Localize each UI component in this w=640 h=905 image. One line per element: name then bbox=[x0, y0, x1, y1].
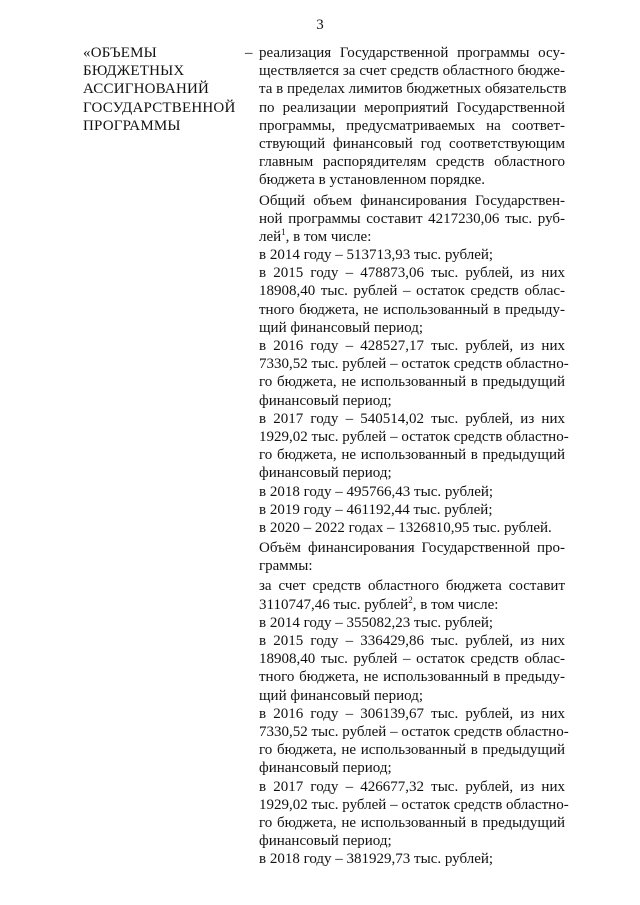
section-heading bbox=[83, 44, 248, 135]
budget-2014 bbox=[259, 614, 565, 632]
text-line: Общий объем финансирования Государствен- bbox=[259, 192, 565, 209]
text-line: 1929,02 тыс. рублей – остаток средств областно- bbox=[259, 428, 569, 445]
text-line bbox=[259, 228, 565, 246]
year-2020-2022-total bbox=[259, 519, 565, 537]
text-line: та в пределах лимитов бюджетных обязательств bbox=[259, 81, 567, 98]
text-line: Объём финансирования Государственной про- bbox=[259, 540, 565, 557]
heading-line: «ОБЪЕМЫ bbox=[83, 45, 157, 61]
text-line: го бюджета, не использованный в предыдущий bbox=[259, 374, 565, 391]
text-line: 7330,52 тыс. рублей – остаток средств областно- bbox=[259, 356, 569, 373]
footnote-marker: 2 bbox=[408, 594, 413, 605]
text-fragment: , в том числе: bbox=[412, 596, 499, 613]
text-line: граммы: bbox=[259, 558, 313, 575]
text-line: 1929,02 тыс. рублей – остаток средств областно- bbox=[259, 796, 569, 813]
text-line: 18908,40 тыс. рублей – остаток средств облас- bbox=[259, 283, 565, 300]
text-line: финансовый период; bbox=[259, 465, 392, 482]
section-body bbox=[259, 44, 569, 868]
text-line: в 2017 году – 426677,32 тыс. рублей, из них bbox=[259, 778, 565, 795]
dash-separator: – bbox=[245, 45, 253, 61]
paragraph-regional-budget bbox=[259, 577, 565, 613]
text-line: в 2016 году – 428527,17 тыс. рублей, из них bbox=[259, 338, 565, 354]
text-line: в 2016 году – 306139,67 тыс. рублей, из них bbox=[259, 705, 565, 722]
year-2019-total bbox=[259, 501, 565, 519]
text-line: в 2017 году – 540514,02 тыс. рублей, из них bbox=[259, 410, 565, 427]
year-2017-total bbox=[259, 410, 569, 483]
text-line: ствующий финансовый год соответствующим bbox=[259, 135, 565, 152]
text-line: ществляется за счет средств областного бюдже- bbox=[259, 63, 565, 80]
text-line: го бюджета, не использованный в предыдущий bbox=[259, 447, 565, 464]
text-line: финансовый период; bbox=[259, 392, 392, 409]
heading-line: ГОСУДАРСТВЕННОЙ bbox=[83, 99, 236, 116]
budget-2016 bbox=[259, 705, 569, 778]
paragraph-implementation bbox=[259, 44, 565, 190]
text-line: го бюджета, не использованный в предыдущий bbox=[259, 814, 565, 831]
text-line: бюджета в установленном порядке. bbox=[259, 172, 486, 189]
text-line: в 2014 году – 355082,23 тыс. рублей; bbox=[259, 614, 494, 631]
page-number: 3 bbox=[316, 17, 324, 33]
heading-line: АССИГНОВАНИЙ bbox=[83, 81, 210, 98]
text-line: 7330,52 тыс. рублей – остаток средств областно- bbox=[259, 723, 569, 740]
text-line: тного бюджета, не использованный в предыду- bbox=[259, 669, 565, 686]
year-2015-total bbox=[259, 264, 565, 337]
budget-2015 bbox=[259, 632, 565, 705]
text-line bbox=[259, 596, 565, 614]
text-line: тного бюджета, не использованный в предыду- bbox=[259, 301, 565, 318]
text-line: в 2018 году – 495766,43 тыс. рублей; bbox=[259, 483, 494, 500]
text-line: в 2015 году – 336429,86 тыс. рублей, из них bbox=[259, 633, 565, 649]
text-line: по реализации мероприятий Государственной bbox=[259, 99, 565, 116]
text-fragment: лей bbox=[259, 228, 282, 245]
text-fragment: , в том числе: bbox=[285, 228, 372, 245]
paragraph-total-funding bbox=[259, 192, 565, 247]
text-line: главным распорядителям средств областного bbox=[259, 154, 565, 171]
text-line: щий финансовый период; bbox=[259, 319, 423, 336]
heading-line: БЮДЖЕТНЫХ bbox=[83, 63, 185, 80]
text-fragment: 3110747,46 тыс. рублей bbox=[259, 596, 409, 613]
paragraph-funding-volume bbox=[259, 539, 565, 575]
text-line: за счет средств областного бюджета составит bbox=[259, 578, 565, 595]
text-line: в 2014 году – 513713,93 тыс. рублей; bbox=[259, 247, 494, 264]
year-2016-total bbox=[259, 337, 569, 410]
text-line: финансовый период; bbox=[259, 760, 392, 777]
text-line: в 2015 году – 478873,06 тыс. рублей, из них bbox=[259, 265, 565, 282]
year-2018-total bbox=[259, 483, 565, 501]
text-line: щий финансовый период; bbox=[259, 687, 423, 704]
text-line: программы, предусматриваемых на соответ- bbox=[259, 117, 565, 134]
text-line: реализация Государственной программы осу- bbox=[259, 45, 565, 61]
text-line: в 2019 году – 461192,44 тыс. рублей; bbox=[259, 501, 493, 518]
budget-2017 bbox=[259, 778, 569, 851]
text-line: в 2018 году – 381929,73 тыс. рублей; bbox=[259, 851, 494, 868]
text-line: финансовый период; bbox=[259, 833, 392, 850]
budget-2018 bbox=[259, 850, 565, 868]
heading-line: ПРОГРАММЫ bbox=[83, 117, 181, 134]
text-line: ной программы составит 4217230,06 тыс. руб- bbox=[259, 210, 565, 227]
year-2014-total bbox=[259, 246, 565, 264]
text-line: го бюджета, не использованный в предыдущий bbox=[259, 742, 565, 759]
text-line: 18908,40 тыс. рублей – остаток средств облас- bbox=[259, 651, 565, 668]
text-line: в 2020 – 2022 годах – 1326810,95 тыс. рублей. bbox=[259, 519, 552, 536]
footnote-marker: 1 bbox=[281, 226, 286, 237]
